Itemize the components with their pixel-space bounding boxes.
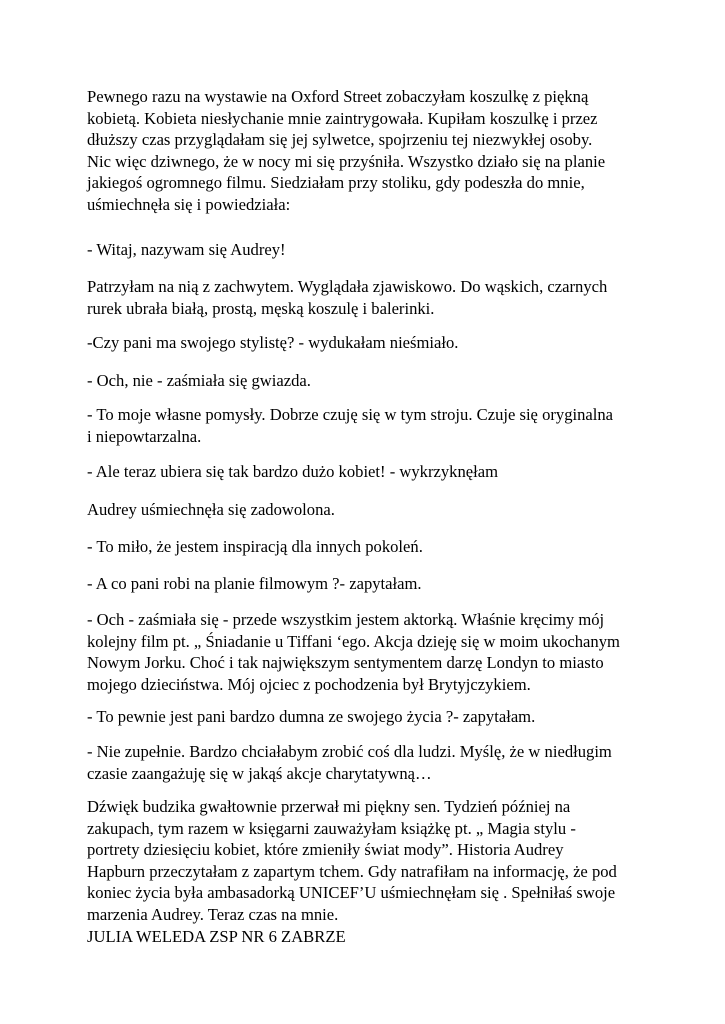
paragraph-inspiration: - To miło, że jestem inspiracją dla innych pokoleń. [87, 537, 423, 556]
paragraph-description: Patrzyłam na nią z zachwytem. Wyglądała zjawiskowo. Do wąskich, czarnych rurek ubrała białą, prostą, męską koszulę i balerinki. [87, 277, 608, 318]
paragraph-ending-and-signature: Dźwięk budzika gwałtownie przerwał mi piękny sen. Tydzień później na zakupach, tym razem w księgarni zauważyłam książkę pt. „ Magia stylu - portrety dziesięciu kobiet, które zmieniły świat mody”. Historia Audrey Hapburn przeczytałam z zapartym tchem. Gdy natrafiłam na informację, że pod koniec życia była ambasadorką UNICEF’U uśmiechnęłam się . Spełniłaś swoje marzenia Audrey. Teraz czas na mnie. JULIA WELEDA ZSP NR 6 ZABRZE [87, 797, 617, 946]
paragraph-audrey-smiles: Audrey uśmiechnęła się zadowolona. [87, 500, 335, 519]
paragraph-proud-question: - To pewnie jest pani bardzo dumna ze swojego życia ?- zapytałam. [87, 707, 536, 726]
paragraph-intro: Pewnego razu na wystawie na Oxford Street zobaczyłam koszulkę z piękną kobietą. Kobieta niesłychanie mnie zaintrygowała. Kupiłam koszulkę i przez dłuższy czas przyglądałam się jej sylwetce, spojrzeniu tej niezwykłej osoby. Nic więc dziwnego, że w nocy mi się przyśniła. Wszystko działo się na planie jakiegoś ogromnego filmu. Siedziałam przy stoliku, gdy podeszła do mnie, uśmiechnęła się i powiedziała: [87, 87, 606, 214]
paragraph-charity-answer: - Nie zupełnie. Bardzo chciałabym zrobić coś dla ludzi. Myślę, że w niedługim czasie zaangażuję się w jakąś akcje charytatywną… [87, 742, 612, 783]
paragraph-actress-answer: - Och - zaśmiała się - przede wszystkim jestem aktorką. Właśnie kręcimy mój kolejny film pt. „ Śniadanie u Tiffani ‘ego. Akcja dzieję się w moim ukochanym Nowym Jorku. Choć i tak największym sentymentem darzę Londyn to miasto mojego dzieciństwa. Mój ojciec z pochodzenia był Brytyjczykiem. [87, 610, 620, 694]
paragraph-film-question: - A co pani robi na planie filmowym ?- zapytałam. [87, 574, 422, 593]
paragraph-stylist-question: -Czy pani ma swojego stylistę? - wydukałam nieśmiało. [87, 333, 459, 352]
paragraph-own-ideas: - To moje własne pomysły. Dobrze czuję się w tym stroju. Czuje się oryginalna i niepowtarzalna. [87, 405, 614, 446]
paragraph-exclamation: - Ale teraz ubiera się tak bardzo dużo kobiet! - wykrzyknęłam [87, 462, 498, 481]
paragraph-star-laughs: - Och, nie - zaśmiała się gwiazda. [87, 371, 311, 390]
paragraph-greeting: - Witaj, nazywam się Audrey! [87, 240, 286, 259]
